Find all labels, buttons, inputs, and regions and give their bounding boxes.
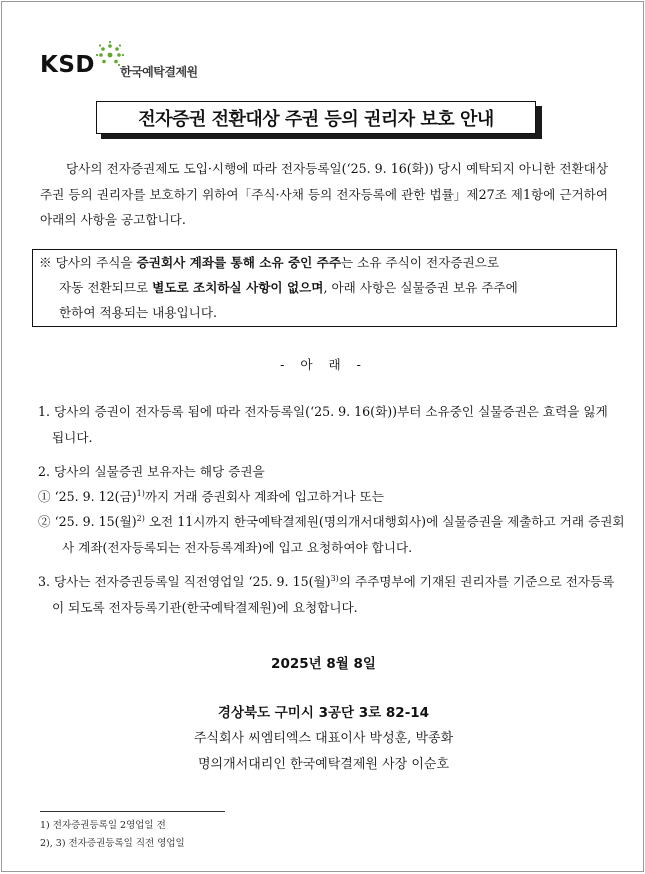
list-item-text: 3. 당사는 전자증권등록일 직전영업일 ‘25. 9. 15(월) [38,574,331,589]
logo-name-text: 한국예탁결제원 [120,65,198,79]
notice-text: ※ 당사의 주식을 [39,255,137,270]
sub-item-2 [38,509,634,560]
title-banner [96,101,542,139]
logo-ksd-text: KSD [40,52,95,78]
section-heading: - 아 래 - [280,357,367,372]
footnote-divider [40,811,225,812]
notice-date: 2025년 8월 8일 [271,656,376,672]
agent-signature: 명의개서대리인 한국예탁결제원 사장 이순호 [198,757,449,772]
notice-line-3: 한하여 적용되는 내용입니다. [59,305,217,320]
notice-line-2 [59,275,518,300]
notice-box [32,249,617,327]
sub-item-1 [38,484,610,510]
footnote-ref: 3) [330,573,339,583]
company-signature: 주식회사 씨엠티엑스 대표이사 박성훈, 박종화 [193,731,454,746]
sub-item-text: 오전 11시까지 한국예탁결제원(명의개서대행회사)에 실물증권을 제출하고 거래 증권회사 계좌(전자등록되는 전자등록계좌)에 입고 요청하여야 합니다. [62,514,625,555]
notice-document [1,1,644,872]
intro-paragraph: 당사의 전자증권제도 도입·시행에 따라 전자등록일(‘25. 9. 16(화)) 당시 예탁되지 아니한 전환대상주권 등의 권리자를 보호하기 위하여「주식·사채 등의 전자등록에 관한 법률」제27조 제1항에 근거하여 아래의 사항을 공고합니다. [40,161,608,227]
list-item-2: 2. 당사의 실물증권 보유자는 해당 증권을 [38,464,265,479]
notice-emphasis: 별도로 조치하실 사항이 없으며 [152,280,324,295]
footnote-1: 1) 전자증권등록일 2영업일 전 [40,820,166,831]
footnote-ref: 1) [136,488,145,498]
notice-line-1 [39,250,499,275]
ksd-logo [40,40,240,80]
sub-item-text: ① ‘25. 9. 12(금) [38,489,137,504]
company-address: 경상북도 구미시 3공단 3로 82-14 [217,705,430,721]
footnote-2: 2), 3) 전자증권등록일 직전 영업일 [40,838,185,849]
notice-text: 는 소유 주식이 전자증권으로 [341,255,500,270]
page-title: 전자증권 전환대상 주권 등의 권리자 보호 안내 [96,101,536,134]
notice-text: 자동 전환되므로 [59,280,153,295]
list-item-1: 1. 당사의 증권이 전자등록 됨에 따라 전자등록일(‘25. 9. 16(화))부터 소유중인 실물증권은 효력을 잃게 됩니다. [38,404,608,445]
notice-emphasis: 증권회사 계좌를 통해 소유 중인 주주 [136,255,342,270]
list-item-text: 의 주주명부에 기재된 권리자를 기준으로 전자등록이 되도록 전자등록기관(한국예탁결제원)에 요청합니다. [52,574,615,615]
sub-item-text: ② ‘25. 9. 15(월) [38,514,137,529]
list-item-3 [38,569,622,620]
notice-text: , 아래 사항은 실물증권 보유 주주에 [323,280,518,295]
sub-item-text: 까지 거래 증권회사 계좌에 입고하거나 또는 [144,489,384,504]
footnote-ref: 2) [136,513,145,523]
